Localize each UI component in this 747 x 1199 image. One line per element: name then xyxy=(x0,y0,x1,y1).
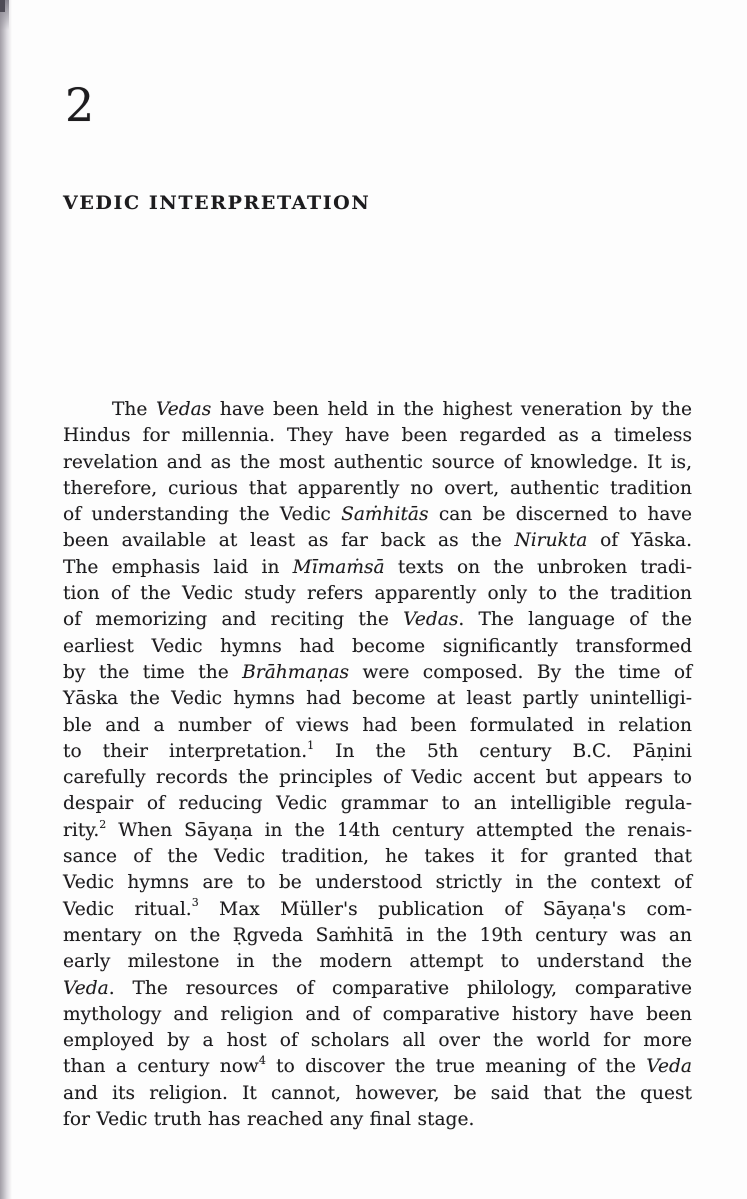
text-segment: Vedic hymns are to be understood strictly in the context of xyxy=(63,872,692,894)
text-segment: and its religion. It cannot, however, be said that the quest xyxy=(63,1082,692,1104)
text-segment: tion of the Vedic study refers apparently only to the tradition xyxy=(63,583,692,605)
body-line xyxy=(63,397,692,423)
body-line xyxy=(63,1107,692,1133)
text-segment: In the 5th century B.C. Pāṇini xyxy=(314,740,692,762)
body-line xyxy=(63,607,692,633)
body-line xyxy=(63,555,692,581)
text-segment: Yāska the Vedic hymns had become at least partly unintelligi- xyxy=(63,688,692,710)
text-segment: ble and a number of views had been formulated in relation xyxy=(63,714,692,736)
text-segment: Hindus for millennia. They have been regarded as a timeless xyxy=(63,425,692,447)
text-segment: Max Müller's publication of Sāyaṇa's com- xyxy=(198,898,693,920)
italic-term: Nirukta xyxy=(514,530,588,552)
text-segment: earliest Vedic hymns had become significantly transformed xyxy=(63,635,692,657)
text-segment: When Sāyaṇa in the 14th century attempted the renais- xyxy=(106,819,692,841)
body-line xyxy=(63,1081,692,1107)
text-segment: sance of the Vedic tradition, he takes it for granted that xyxy=(63,846,692,868)
body-line xyxy=(63,502,692,528)
body-line xyxy=(63,1028,692,1054)
text-segment: to discover the true meaning of the xyxy=(265,1056,647,1078)
text-segment: than a century now xyxy=(63,1056,259,1078)
body-line xyxy=(63,949,692,975)
body-line xyxy=(63,791,692,817)
body-line xyxy=(63,818,692,844)
text-segment: The emphasis laid in xyxy=(63,556,293,578)
text-segment: mentary on the Ṛgveda Saṁhitā in the 19th century was an xyxy=(63,924,692,946)
footnote-marker: 1 xyxy=(307,738,315,752)
text-segment: despair of reducing Vedic grammar to an intelligible regula- xyxy=(63,793,692,815)
text-segment: of understanding the Vedic xyxy=(63,504,342,526)
text-segment: were composed. By the time of xyxy=(349,661,692,683)
text-segment: employed by a host of scholars all over the world for more xyxy=(63,1030,692,1052)
text-segment: can be discerned to have xyxy=(428,504,693,526)
body-line xyxy=(63,634,692,660)
text-segment: revelation and as the most authentic source of knowledge. It is, xyxy=(63,451,692,473)
body-line xyxy=(63,713,692,739)
text-segment: . The language of the xyxy=(458,609,692,631)
body-line xyxy=(63,897,692,923)
italic-term: Mīmaṁsā xyxy=(292,556,385,578)
body-line xyxy=(63,686,692,712)
text-segment: texts on the unbroken tradi- xyxy=(384,556,692,578)
text-segment: to their interpretation. xyxy=(63,740,308,762)
text-segment: mythology and religion and of comparative history have been xyxy=(63,1003,692,1025)
italic-term: Brāhmaṇas xyxy=(242,661,350,683)
body-line xyxy=(63,765,692,791)
italic-term: Saṁhitās xyxy=(341,504,429,526)
text-segment: therefore, curious that apparently no overt, authentic tradition xyxy=(63,477,692,499)
body-line xyxy=(63,450,692,476)
text-segment: of Yāska. xyxy=(587,530,692,552)
text-segment: Vedic ritual. xyxy=(63,898,192,920)
body-line xyxy=(63,1054,692,1080)
chapter-number: 2 xyxy=(65,78,95,132)
body-line xyxy=(63,976,692,1002)
body-line xyxy=(63,660,692,686)
text-segment: of memorizing and reciting the xyxy=(63,609,404,631)
body-line xyxy=(63,739,692,765)
italic-term: Vedas xyxy=(403,609,459,631)
footnote-marker: 2 xyxy=(99,817,107,831)
text-segment: have been held in the highest veneration by the xyxy=(211,399,692,420)
chapter-heading: VEDIC INTERPRETATION xyxy=(63,192,371,214)
body-line xyxy=(63,423,692,449)
body-line xyxy=(63,923,692,949)
italic-term: Veda xyxy=(63,977,109,999)
italic-term: Veda xyxy=(646,1056,692,1078)
scan-corner-mark xyxy=(0,0,5,12)
text-segment: been available at least as far back as the xyxy=(63,530,515,552)
body-line xyxy=(63,581,692,607)
text-segment: . The resources of comparative philology, comparative xyxy=(108,977,692,999)
text-segment: early milestone in the modern attempt to understand the xyxy=(63,951,692,973)
text-segment: The xyxy=(112,399,156,420)
body-line xyxy=(63,844,692,870)
italic-term: Vedas xyxy=(155,399,212,420)
text-segment: rity. xyxy=(63,819,100,841)
scan-left-edge-shadow xyxy=(0,0,12,1199)
body-paragraph xyxy=(63,397,692,1133)
body-line xyxy=(63,528,692,554)
text-segment: for Vedic truth has reached any final stage. xyxy=(63,1109,475,1131)
body-line xyxy=(63,870,692,896)
body-line xyxy=(63,1002,692,1028)
text-segment: by the time the xyxy=(63,661,243,683)
footnote-marker: 4 xyxy=(258,1054,266,1068)
footnote-marker: 3 xyxy=(191,896,199,910)
body-line xyxy=(63,476,692,502)
text-segment: carefully records the principles of Vedic accent but appears to xyxy=(63,767,692,789)
